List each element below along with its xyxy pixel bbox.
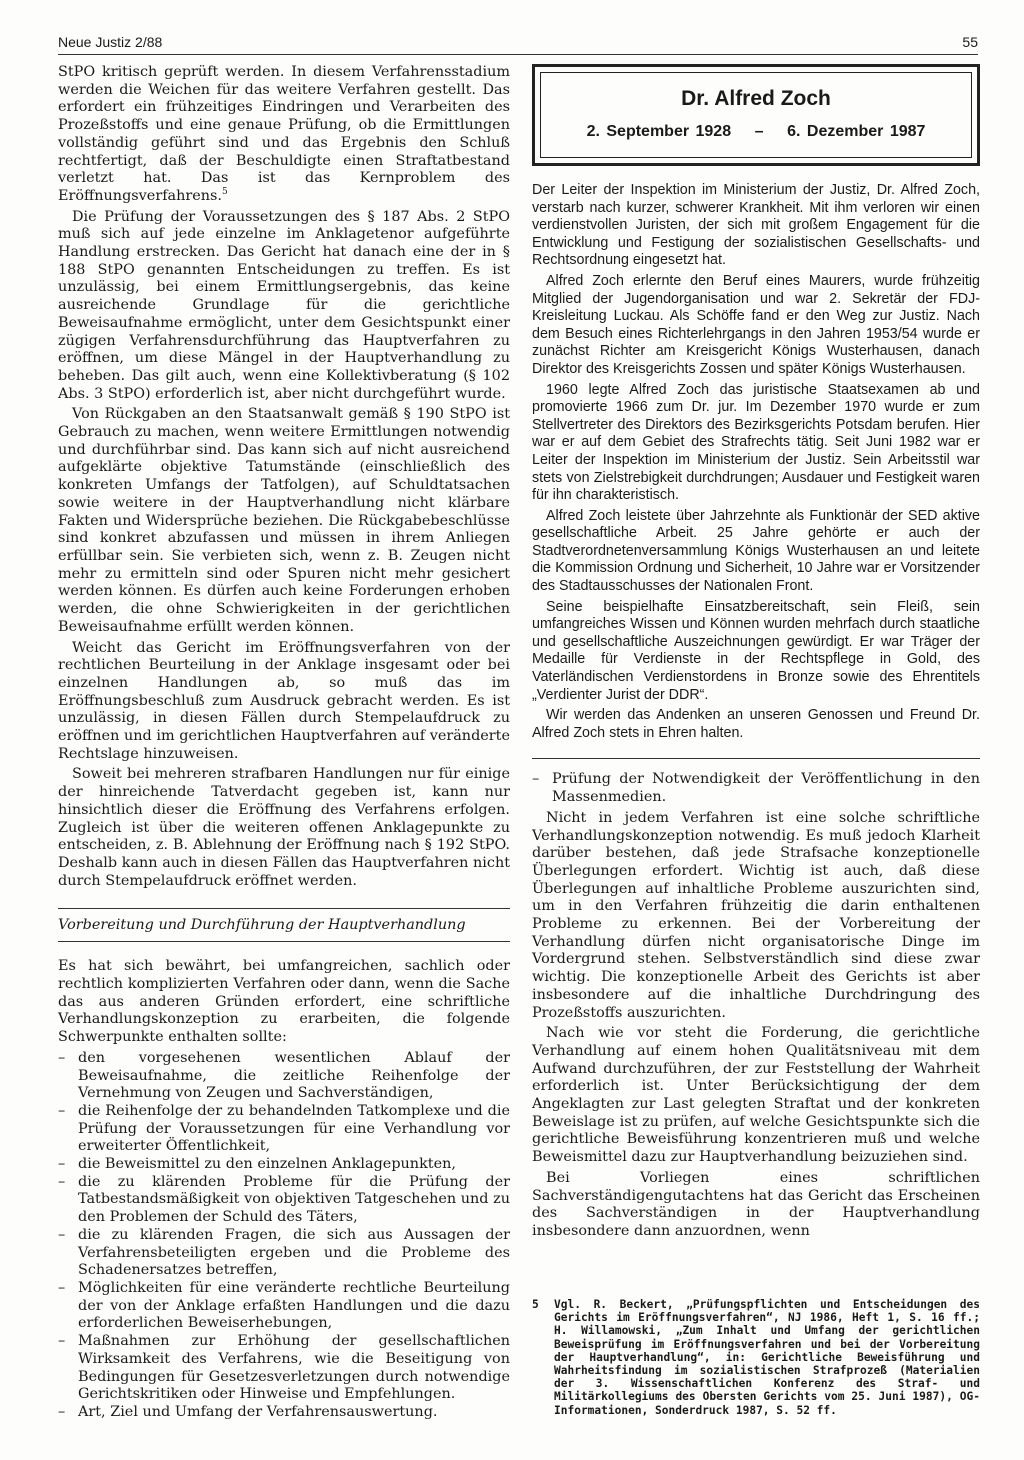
obituary-name: Dr. Alfred Zoch xyxy=(681,87,831,110)
paragraph: Bei Vorliegen eines schriftlichen Sachverständigengutachtens hat das Gericht das Erscheinen des Sachverständigen in der Hauptverhandlung insbesondere dann anzuordnen, wenn xyxy=(532,1169,980,1239)
paragraph: Der Leiter der Inspektion im Ministerium der Justiz, Dr. Alfred Zoch, verstarb nach kurzer, schwerer Krankheit. Mit ihm verloren wir einen verdienstvollen Juristen, der sich mit großem Engagement für die Entwicklung und Festigung der sozialistischen Gesellschafts- und Rechtsordnung eingesetzt hat. xyxy=(532,182,980,269)
list-item: – die zu klärenden Probleme für die Prüfung der Tatbestandsmäßigkeit von objektiven Tatgeschehen und zu den Problemen der Schuld des Täters, xyxy=(58,1173,510,1226)
list-item: – Möglichkeiten für eine veränderte rechtliche Beurteilung der von der Anklage erfaßten Handlungen und die dazu erforderlichen Beweiserhebungen, xyxy=(58,1280,510,1332)
dash-list xyxy=(58,1050,510,1422)
date-separator: – xyxy=(754,123,764,140)
list-item: – Prüfung der Notwendigkeit der Veröffentlichung in den Massenmedien. xyxy=(532,771,980,806)
journal-title: Neue Justiz 2/88 xyxy=(58,34,163,50)
obituary-box xyxy=(532,64,980,166)
right-column xyxy=(532,64,980,1244)
paragraph: Alfred Zoch leistete über Jahrzehnte als Funktionär der SED aktive gesellschaftliche Arbeit. 25 Jahre gehörte er auch der Stadtverordnetenversammlung Königs Wusterhausen an und leitete die Kommission Ordnung und Sicherheit, 10 Jahre war er Vorsitzender des Stadtausschusses der Nationalen Front. xyxy=(532,507,980,595)
footnote-marker: 5 xyxy=(222,187,228,198)
dash-list xyxy=(532,771,980,806)
header-rule xyxy=(58,54,978,55)
paragraph: Nicht in jedem Verfahren ist eine solche schriftliche Verhandlungskonzeption notwendig. Es muß jedoch Klarheit darüber bestehen, daß jede Strafsache konzeptionelle Überlegungen erfordert. Wichtig ist auch, daß diese Überlegungen auf inhaltliche Probleme auszurichten sind, um in den Verfahren frühzeitig die darin enthaltenen Probleme zu erkennen. Bei der Vorbereitung der Verhandlung dürfen nicht organisatorische Dinge im Vordergrund stehen. Selbstverständlich sind diese zwar wichtig. Die konzeptionelle Arbeit des Gerichts ist aber insbesondere auf die inhaltliche Durchdringung des Prozeßstoffs auszurichten. xyxy=(532,809,980,1021)
paragraph: Von Rückgaben an den Staatsanwalt gemäß § 190 StPO ist Gebrauch zu machen, wenn weitere Ermittlungen notwendig und durchführbar sind. Das kann sich auf nicht ausreichend aufgeklärte objektive Tatumstände (einschließlich des konkreten Umfangs der Tatfolgen), auf Schuldtatsachen sowie weitere in der Hauptverhandlung nicht klärbare Fakten und Widersprüche beziehen. Die Rückgabebeschlüsse sind konkret abzufassen und müssen in ihrem Anliegen erfüllbar sein. Sie verbieten sich, wenn z. B. Zeugen nicht mehr zu ermitteln sind oder Spuren nicht mehr gesichert werden können. Es dürfen auch keine Forderungen erhoben werden, die ohne Schwierigkeiten in der gerichtlichen Beweisaufnahme erfüllt werden können. xyxy=(58,406,510,635)
left-column xyxy=(58,64,510,1425)
page-number: 55 xyxy=(962,34,978,50)
page-header xyxy=(58,34,978,56)
paragraph: Alfred Zoch erlernte den Beruf eines Maurers, wurde frühzeitig Mitglied der Jugendorganisation und war 2. Sekretär der FDJ-Kreisleitung Luckau. Als Schöffe fand er den Weg zur Justiz. Nach dem Besuch eines Richterlehrgangs in den Jahren 1953/54 wurde er zunächst Richter am Kreisgericht Königs Wusterhausen, danach Direktor des Kreisgerichts Zossen und später Königs Wusterhausen. xyxy=(532,272,980,377)
list-item: – Art, Ziel und Umfang der Verfahrensauswertung. xyxy=(58,1403,438,1420)
footnote xyxy=(532,1298,980,1417)
paragraph: Es hat sich bewährt, bei umfangreichen, sachlich oder rechtlich komplizierten Verfahren oder dann, wenn die Sache das aus anderen Gründen erfordert, eine schriftliche Verhandlungskonzeption zu erarbeiten, die folgende Schwerpunkte enthalten sollte: xyxy=(58,958,510,1046)
paragraph: Weicht das Gericht im Eröffnungsverfahren von der rechtlichen Beurteilung in der Anklage insgesamt oder bei einzelnen Handlungen ab, so muß das im Eröffnungsbeschluß zum Ausdruck gebracht werden. Es ist unzulässig, in diesen Fällen durch Stempelaufdruck zu eröffnen und im gerichtlichen Hauptverfahren auf veränderte Rechtslage hinzuweisen. xyxy=(58,639,510,762)
paragraph: Nach wie vor steht die Forderung, die gerichtliche Verhandlung auf einem hohen Qualitätsniveau mit dem Aufwand durchzuführen, der zur Feststellung der Wahrheit erforderlich ist. Unter Berücksichtigung der dem Angeklagten zur Last gelegten Straftat und der konkreten Beweislage ist zu prüfen, auf welche Gesichtspunkte sich die gerichtliche Beweisführung konzentrieren muß und welche Beweismittel dazu zur Hauptverhandlung beizuziehen sind. xyxy=(532,1025,980,1166)
obituary-inner-frame xyxy=(540,72,972,158)
paragraph: Soweit bei mehreren strafbaren Handlungen nur für einige der hinreichende Tatverdacht gegeben ist, kann nur hinsichtlich dieser die Eröffnung des Verfahrens erfolgen. Zugleich ist über die weiteren offenen Anklagepunkte zu entscheiden, z. B. Ablehnung der Eröffnung nach § 192 StPO. Deshalb kann auch in diesen Fällen das Hauptverfahren nicht durch Stempelaufdruck eröffnet werden. xyxy=(58,766,510,889)
paragraph: StPO kritisch geprüft werden. In diesem Verfahrensstadium werden die Weichen für das weitere Verfahren gestellt. Das erfordert ein frühzeitiges Eindringen und Verarbeiten des Prozeßstoffs und eine genaue Prüfung, ob die Ermittlungen vollständig geführt sind und das Ergebnis den Schluß rechtfertigt, daß der Beschuldigte einen Straftatbestand verletzt hat. Das ist das Kernproblem des Eröffnungsverfahrens.$^5$ xyxy=(58,64,510,204)
obituary-dates xyxy=(535,123,977,141)
obituary-text xyxy=(532,182,980,742)
list-item: – den vorgesehenen wesentlichen Ablauf der Beweisaufnahme, die zeitliche Reihenfolge der Vernehmung von Zeugen und Sachverständigen, xyxy=(58,1049,510,1102)
paragraph: Die Prüfung der Voraussetzungen des § 187 Abs. 2 StPO muß sich auf jede einzelne im Anklagetenor aufgeführte Handlung erstrecken. Das Gericht hat danach eine der in § 188 StPO genannten Entscheidungen zu treffen. Es ist unzulässig, bei einem Ermittlungsergebnis, das keine ausreichende Grundlage für die gerichtliche Beweisaufnahme ermöglicht, unter dem Gesichtspunkt einer zügigen Verfahrensdurchführung das Hauptverfahren zu eröffnen, um diese Mängel in der Hauptverhandlung zu beheben. Das gilt auch, wenn eine Kollektivberatung (§ 102 Abs. 3 StPO) erforderlich ist, aber nicht durchgeführt wurde. xyxy=(58,208,510,402)
paragraph: 1960 legte Alfred Zoch das juristische Staatsexamen ab und promovierte 1966 zum Dr. jur. Im Dezember 1970 wurde er zum Stellvertreter des Direktors des Bezirksgerichts Potsdam berufen. Hier war er auf dem Gebiet des Strafrechts tätig. Seit Juni 1982 war er Leiter der Inspektion im Ministerium der Justiz. Sein Arbeitsstil war stets von Zielstrebigkeit durchdrungen; Ausdauer und Festigkeit waren für ihn charakteristisch. xyxy=(532,381,980,504)
footnote-number: 5 xyxy=(532,1298,539,1311)
divider xyxy=(532,758,980,759)
paragraph: Seine beispielhafte Einsatzbereitschaft, sein Fleiß, sein umfangreiches Wissen und Können wurden mehrfach durch staatliche und gesellschaftliche Auszeichnungen gewürdigt. Er war Träger der Medaille für Verdienste in der Rechtspflege in Gold, des Vaterländischen Verdienstordens in Bronze sowie des Ehrentitels „Verdienter Jurist der DDR“. xyxy=(532,598,980,703)
paragraph: Wir werden das Andenken an unseren Genossen und Freund Dr. Alfred Zoch stets in Ehren halten. xyxy=(532,707,980,741)
list-item: – die Reihenfolge der zu behandelnden Tatkomplexe und die Prüfung der Voraussetzungen für eine Verhandlung vor erweiterter Öffentlichkeit, xyxy=(58,1102,510,1155)
list-item: – die Beweismittel zu den einzelnen Anklagepunkten, xyxy=(58,1156,456,1173)
section-heading: Vorbereitung und Durchführung der Hauptverhandlung xyxy=(58,908,510,942)
list-item: – Maßnahmen zur Erhöhung der gesellschaftlichen Wirksamkeit des Verfahrens, wie die Beseitigung von Bedingungen für Gesetzesverletzungen durch notwendige Gerichtskritiken oder Hinweise und Empfehlungen. xyxy=(58,1333,510,1403)
list-item: – die zu klärenden Fragen, die sich aus Aussagen der Verfahrensbeteiligten ergeben und die Probleme des Schadenersatzes betreffen, xyxy=(58,1226,510,1279)
date-death: 6. Dezember 1987 xyxy=(787,123,926,140)
footnote-text: Vgl. R. Beckert, „Prüfungspflichten und Entscheidungen des Gerichts im Eröffnungsverfahren“, NJ 1986, Heft 1, S. 16 ff.; H. Willamowski, „Zum Inhalt und Umfang der gerichtlichen Beweisprüfung im Eröffnungsverfahren und bei der Vorbereitung der Hauptverhandlung“, in: Gerichtliche Beweisführung und Wahrheitsfindung im sozialistischen Strafprozeß (Materialien der 3. Wissenschaftlichen Konferenz des Straf- und Militärkollegiums des Obersten Gerichts vom 25. Juni 1987), OG-Informationen, Sonderdruck 1987, S. 52 ff. xyxy=(554,1298,980,1417)
date-birth: 2. September 1928 xyxy=(586,123,732,140)
